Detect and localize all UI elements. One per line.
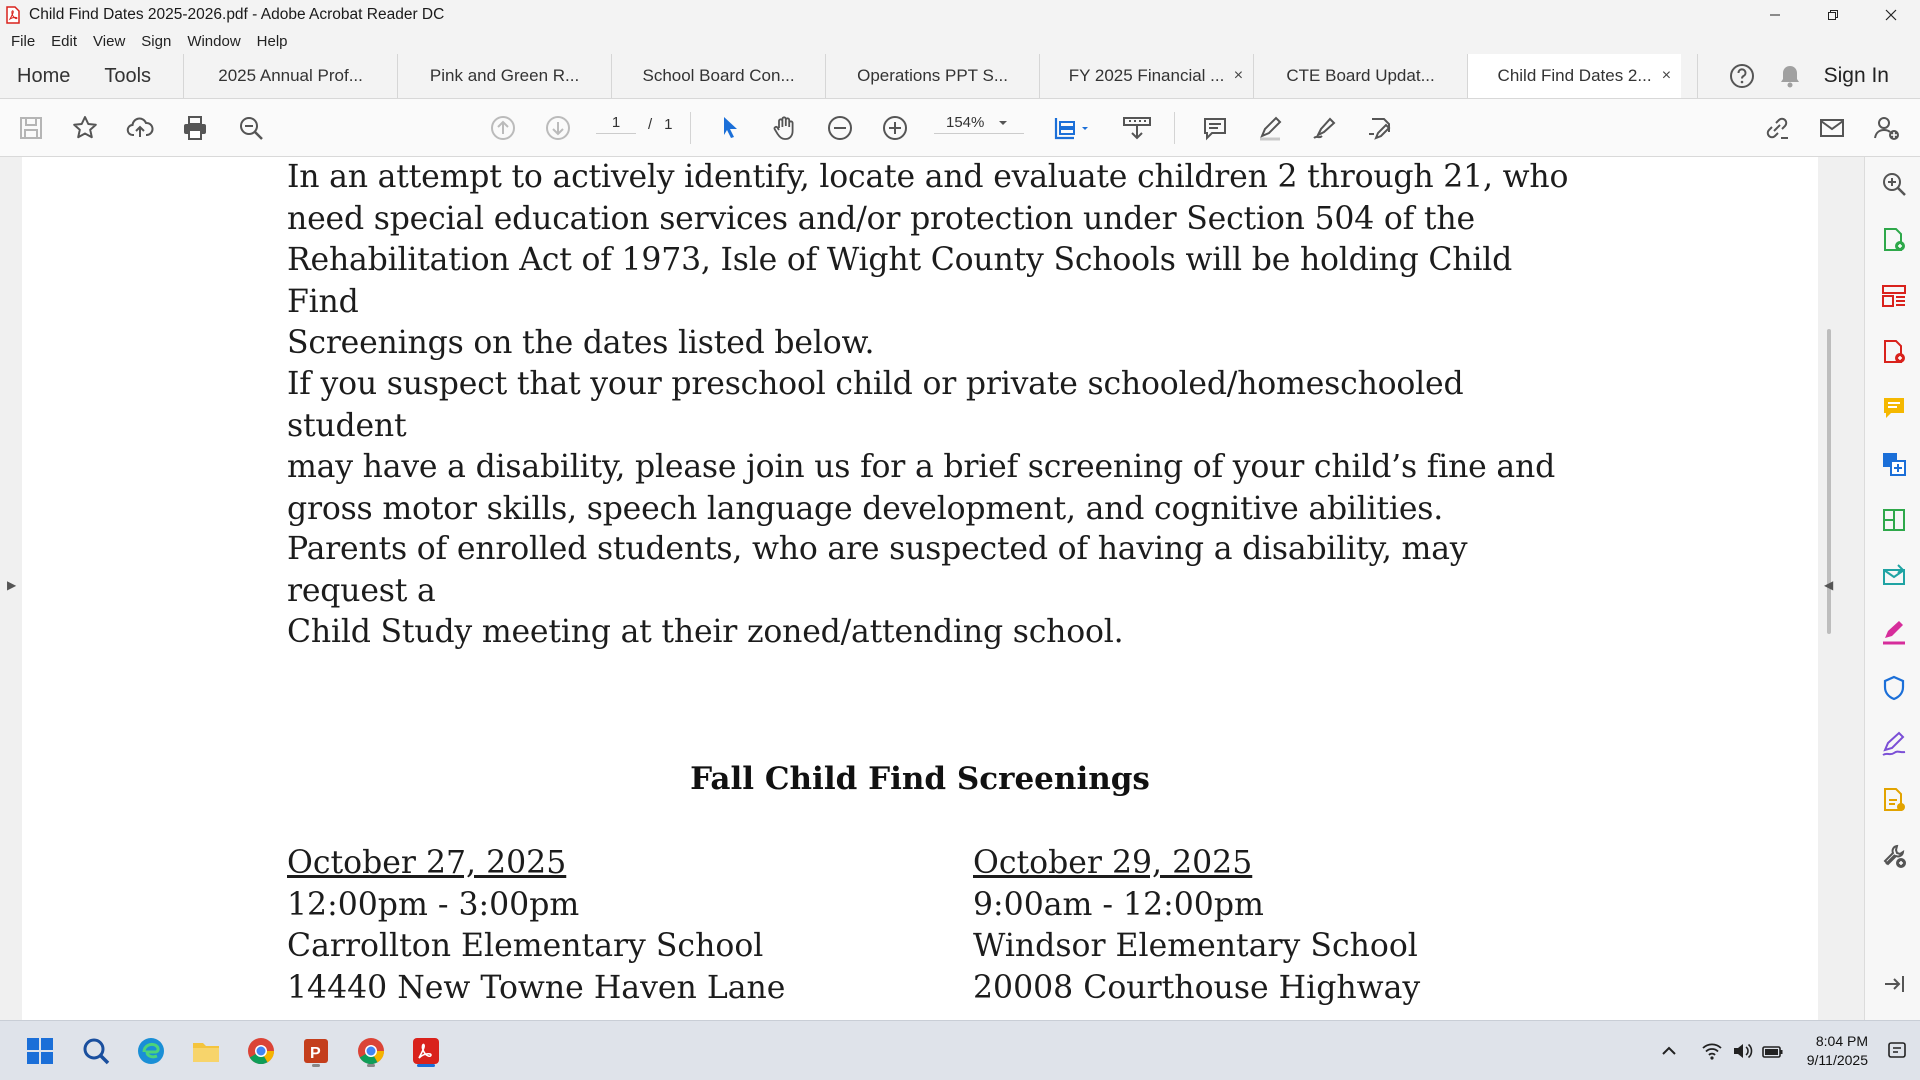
paragraph-intro: [287, 157, 1587, 365]
toolbar-divider: [690, 112, 691, 144]
hand-tool-icon[interactable]: [770, 113, 800, 143]
doc-tab-label: 2025 Annual Prof...: [218, 66, 363, 85]
section-heading: Fall Child Find Screenings: [690, 761, 1150, 797]
doc-tab-label: Child Find Dates 2...: [1497, 66, 1652, 85]
chrome-icon[interactable]: [243, 1033, 279, 1069]
menu-window[interactable]: Window: [187, 33, 241, 50]
window-title: Child Find Dates 2025-2026.pdf - Adobe Acrobat Reader DC: [29, 5, 445, 23]
previous-page-icon[interactable]: [488, 113, 518, 143]
running-indicator: [367, 1064, 375, 1067]
zoom-in-icon[interactable]: [880, 113, 910, 143]
protect-shield-icon[interactable]: [1879, 673, 1909, 703]
highlight-pen-icon[interactable]: [1255, 113, 1285, 143]
minimize-button[interactable]: [1746, 0, 1804, 29]
wifi-icon[interactable]: [1701, 1041, 1723, 1061]
powerpoint-icon[interactable]: [298, 1033, 334, 1069]
acrobat-taskbar-icon[interactable]: [408, 1033, 444, 1069]
screening-school: Windsor Elementary School: [973, 928, 1418, 964]
next-page-icon[interactable]: [543, 113, 573, 143]
create-pdf-icon[interactable]: [1879, 337, 1909, 367]
restore-icon: [1827, 9, 1839, 21]
text-line: In an attempt to actively identify, locate and evaluate children 2 through 21, who: [287, 159, 1569, 195]
doc-tab[interactable]: [183, 54, 397, 98]
customize-tools-icon[interactable]: [1879, 841, 1909, 871]
menu-file[interactable]: File: [11, 33, 36, 50]
doc-tab-label: CTE Board Updat...: [1286, 66, 1435, 85]
close-tab-icon[interactable]: ×: [1233, 67, 1244, 84]
toolbar: [0, 99, 1920, 157]
fill-and-sign-icon[interactable]: [1879, 729, 1909, 759]
comment-icon[interactable]: [1200, 113, 1230, 143]
more-tools-doc-icon[interactable]: [1879, 785, 1909, 815]
active-indicator: [417, 1064, 435, 1067]
zoom-search-icon[interactable]: [1879, 169, 1909, 199]
doc-tab[interactable]: [611, 54, 825, 98]
doc-tab-label: School Board Con...: [642, 66, 795, 85]
battery-icon[interactable]: [1761, 1041, 1785, 1061]
pdf-page: [22, 157, 1818, 1020]
tab-home[interactable]: Home: [17, 64, 71, 87]
svg-text:P: P: [310, 1045, 321, 1062]
page-layout-icon[interactable]: [1050, 113, 1094, 143]
doc-tab-label: Pink and Green R...: [429, 66, 580, 85]
windows-start-icon[interactable]: [22, 1033, 58, 1069]
screening-time: 9:00am - 12:00pm: [973, 886, 1264, 923]
sign-in-button[interactable]: Sign In: [1823, 64, 1889, 87]
text-line: gross motor skills, speech language development, and cognitive abilities.: [287, 490, 1444, 527]
screening-date: October 27, 2025: [287, 845, 567, 881]
taskbar: [0, 1020, 1920, 1080]
help-icon[interactable]: [1728, 62, 1756, 90]
text-line: Child Study meeting at their zoned/attending school.: [287, 614, 1124, 650]
doc-tab[interactable]: [825, 54, 1039, 98]
edge-browser-icon[interactable]: [133, 1033, 169, 1069]
page-total: 1: [664, 115, 673, 133]
left-panel-toggle[interactable]: [0, 157, 22, 1020]
text-line: may have a disability, please join us for a brief screening of your child’s fine and: [287, 449, 1556, 485]
doc-tab-active[interactable]: [1467, 54, 1681, 98]
toolbar-divider: [1174, 112, 1175, 144]
title-bar: [0, 0, 1920, 29]
chrome-icon[interactable]: [353, 1033, 389, 1069]
combine-files-icon[interactable]: [1879, 449, 1909, 479]
screening-right: [973, 843, 1420, 1009]
comment-panel-icon[interactable]: [1879, 393, 1909, 423]
vertical-scrollbar[interactable]: [1818, 157, 1840, 1020]
print-icon[interactable]: [180, 113, 210, 143]
close-tab-icon[interactable]: ×: [1661, 67, 1672, 84]
star-icon[interactable]: [70, 113, 100, 143]
search-icon[interactable]: [78, 1033, 114, 1069]
bell-icon[interactable]: [1778, 63, 1802, 89]
screening-school: Carrollton Elementary School: [287, 928, 764, 964]
collapse-right-panel-icon[interactable]: ◀: [1824, 578, 1834, 592]
document-viewport[interactable]: [0, 157, 1864, 1020]
text-line: Rehabilitation Act of 1973, Isle of Wight County Schools will be holding Child Find: [287, 242, 1513, 320]
clock-date: 9/11/2025: [1806, 1052, 1868, 1068]
restore-button[interactable]: [1804, 0, 1862, 29]
screening-address: 14440 New Towne Haven Lane: [287, 969, 786, 1006]
menu-bar: [0, 29, 1920, 54]
fill-sign-icon[interactable]: [1365, 113, 1395, 143]
page-separator: /: [648, 115, 653, 133]
expand-left-icon[interactable]: ▶: [7, 578, 17, 592]
scrolling-mode-icon[interactable]: [1120, 113, 1154, 143]
menu-edit[interactable]: Edit: [51, 33, 78, 50]
paragraph-enrolled: [287, 529, 1587, 654]
screening-date: October 29, 2025: [973, 845, 1253, 881]
right-tools-panel: [1864, 157, 1920, 1020]
draw-freehand-icon[interactable]: [1310, 113, 1340, 143]
add-user-icon[interactable]: [1872, 113, 1902, 143]
search-icon[interactable]: [236, 113, 266, 143]
minimize-icon: [1769, 9, 1781, 21]
clock[interactable]: [1807, 1032, 1868, 1070]
collapse-panel-icon[interactable]: [1879, 969, 1909, 999]
page-navigator: [596, 114, 673, 134]
doc-tab-label: FY 2025 Financial ...: [1068, 66, 1225, 85]
menu-view[interactable]: View: [93, 33, 126, 50]
screening-address: 20008 Courthouse Highway: [973, 969, 1421, 1006]
text-line: need special education services and/or protection under Section 504 of the: [287, 200, 1475, 237]
running-indicator: [312, 1064, 320, 1067]
text-line: If you suspect that your preschool child or private schooled/homeschooled student: [287, 366, 1464, 444]
doc-tab[interactable]: [397, 54, 611, 98]
save-icon[interactable]: [16, 113, 46, 143]
doc-tab-label: Operations PPT S...: [857, 66, 1008, 85]
tab-tools[interactable]: Tools: [104, 64, 152, 87]
notification-icon[interactable]: [1886, 1040, 1908, 1062]
edit-pdf-icon[interactable]: [1879, 617, 1909, 647]
compress-pdf-icon[interactable]: [1879, 505, 1909, 535]
export-pdf-icon[interactable]: [1879, 225, 1909, 255]
select-cursor-icon[interactable]: [715, 113, 745, 143]
volume-icon[interactable]: [1731, 1041, 1753, 1061]
paragraph-suspect: [287, 364, 1587, 530]
menu-help[interactable]: Help: [256, 33, 288, 50]
share-link-icon[interactable]: [1762, 113, 1792, 143]
tab-bar: [0, 54, 1920, 99]
zoom-level-select[interactable]: [934, 114, 1024, 134]
screening-left: [287, 843, 785, 1009]
upload-cloud-icon[interactable]: [125, 113, 155, 143]
page-number-input[interactable]: 1: [596, 114, 636, 134]
file-explorer-icon[interactable]: [188, 1033, 224, 1069]
clock-time: 8:04 PM: [1815, 1033, 1868, 1049]
doc-tab[interactable]: [1039, 54, 1253, 98]
screening-time: 12:00pm - 3:00pm: [287, 886, 580, 923]
system-tray: [1659, 1021, 1920, 1080]
chevron-down-icon: [998, 119, 1008, 127]
text-line: Screenings on the dates listed below.: [287, 325, 875, 361]
doc-tab[interactable]: [1253, 54, 1467, 98]
send-for-review-icon[interactable]: [1879, 561, 1909, 591]
organize-pages-icon[interactable]: [1879, 281, 1909, 311]
acrobat-app-icon: [6, 6, 20, 24]
email-icon[interactable]: [1817, 113, 1847, 143]
close-icon: [1885, 9, 1897, 21]
close-window-button[interactable]: [1862, 0, 1920, 29]
chevron-up-icon[interactable]: [1659, 1041, 1679, 1061]
zoom-out-icon[interactable]: [825, 113, 855, 143]
text-line: Parents of enrolled students, who are suspected of having a disability, may request a: [287, 531, 1468, 609]
zoom-level-value: 154%: [946, 114, 985, 131]
menu-sign[interactable]: Sign: [141, 33, 172, 50]
